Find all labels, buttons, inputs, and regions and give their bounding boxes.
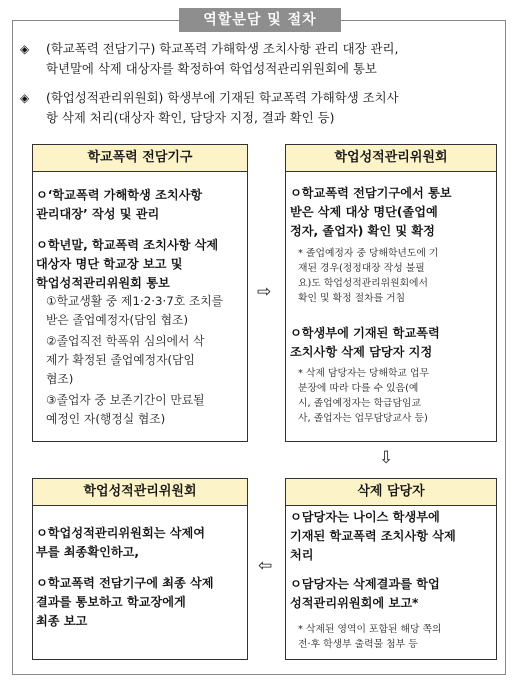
intro-line: (학교폭력 전담기구) 학교폭력 가해학생 조치사항 관리 대장 관리, [46, 41, 399, 56]
box-header: 삭제 담당자 [285, 478, 497, 506]
intro-item-2 [20, 88, 510, 128]
box3-item-1: ㅇ학업성적관리위원회는 삭제여 부를 최종확인하고, [36, 526, 206, 559]
box-header: 학업성적관리위원회 [32, 478, 248, 506]
arrow-down-icon: ⇩ [379, 448, 394, 468]
box2-note-1: * 졸업예정자 중 당해학년도에 기 재된 경우(정정대장 작성 불필 요)도 학업성적관리위원회에서 확인 및 확정 절차를 거침 [298, 248, 439, 304]
box1-sub-2: ②졸업직전 학폭위 심의에서 삭 제가 확정된 졸업예정자(담임 협조) [46, 334, 205, 386]
intro-line: (학업성적관리위원회) 학생부에 기재된 학교폭력 가해학생 조치사 [46, 90, 399, 105]
intro-line: 학년말에 삭제 대상자를 확정하여 학업성적관리위원회에 통보 [46, 61, 377, 76]
box4-item-2: ㅇ담당자는 삭제결과를 학업 성적관리위원회에 보고* [290, 577, 440, 610]
box1-item-2: ㅇ학년말, 학교폭력 조치사항 삭제 대상자 명단 학교장 보고 및 학업성적관리위원회 통보 [36, 238, 219, 290]
intro-item-1 [20, 39, 510, 79]
diamond-bullet-icon: ◈ [20, 91, 30, 105]
box1-sub-3: ③졸업자 중 보존기간이 만료될 예정인 자(행정실 협조) [46, 393, 205, 426]
arrow-right-icon: ⇨ [257, 282, 272, 302]
box-header: 학업성적관리위원회 [285, 144, 497, 172]
box4-item-1: ㅇ담당자는 나이스 학생부에 기재된 학교폭력 조치사항 삭제 처리 [290, 510, 456, 562]
arrow-left-icon: ⇦ [258, 556, 273, 576]
box1-sub-1: ①학교생활 중 제1·2·3·7호 조치를 받은 졸업예정자(담임 협조) [46, 294, 224, 327]
box1-item-1: ㅇ‘학교폭력 가해학생 조치사항 관리대장’ 작성 및 관리 [36, 188, 203, 221]
box2-note-2: * 삭제 담당자는 당해학교 업무 분장에 따라 다를 수 있음(예 시, 졸업예정자는 학급담임교 사, 졸업자는 업무담당교사 등) [298, 368, 429, 424]
box2-item-1: ㅇ학교폭력 전담기구에서 통보 받은 삭제 대상 명단(졸업예 정자, 졸업자) 확인 및 확정 [290, 186, 452, 238]
box2-item-2: ㅇ학생부에 기재된 학교폭력 조치사항 삭제 담당자 지정 [290, 326, 440, 359]
box3-item-2: ㅇ학교폭력 전담기구에 최종 삭제 결과를 통보하고 학교장에게 최종 보고 [36, 576, 214, 628]
page-title: 역할분담 및 절차 [179, 8, 341, 32]
intro-line: 항 삭제 처리(대상자 확인, 담당자 지정, 결과 확인 등) [46, 110, 335, 125]
box4-note-1: * 삭제된 영역이 포함된 해당 쪽의 전·후 학생부 출력물 첨부 등 [298, 624, 442, 650]
diamond-bullet-icon: ◈ [20, 42, 30, 56]
box-header: 학교폭력 전담기구 [32, 144, 248, 172]
